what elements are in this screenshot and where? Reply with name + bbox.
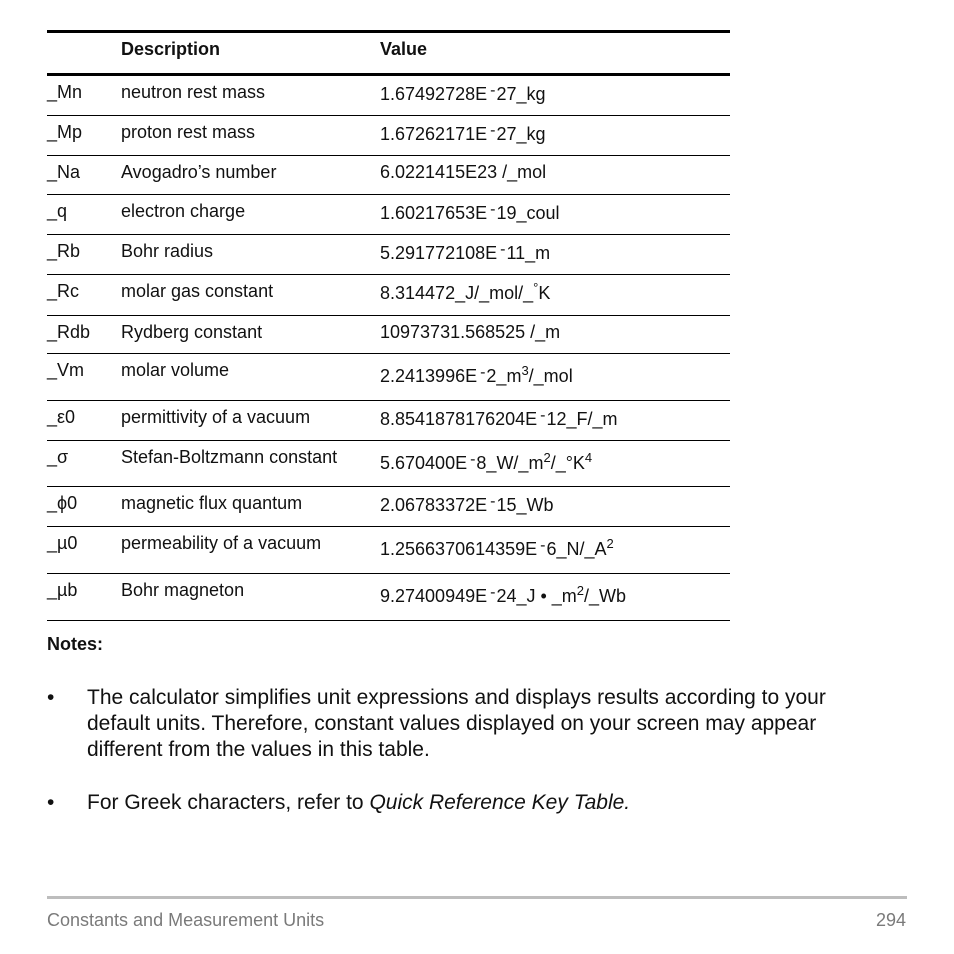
row-description: electron charge — [121, 201, 246, 221]
table-row — [47, 195, 730, 235]
note-item — [47, 685, 877, 763]
table-row — [47, 354, 730, 401]
table-row — [47, 156, 730, 195]
row-value: 8.314472_J/_mol/_°K — [380, 280, 551, 303]
table-row — [47, 441, 730, 487]
table-row — [47, 574, 730, 621]
table-row — [47, 235, 730, 275]
bullet-icon: • — [47, 686, 55, 709]
row-symbol: _Rc — [47, 281, 80, 301]
row-description: magnetic flux quantum — [121, 493, 303, 513]
row-description: Avogadro’s number — [121, 162, 277, 182]
row-symbol: _Mp — [47, 122, 83, 142]
table-row — [47, 275, 730, 316]
row-value: 5.291772108E -11_m — [380, 241, 551, 263]
row-value: 1.60217653E -19_coul — [380, 201, 560, 223]
row-description: molar gas constant — [121, 281, 274, 301]
row-value: 10973731.568525 /_m — [380, 322, 561, 342]
table-row — [47, 76, 730, 116]
row-description: permeability of a vacuum — [121, 533, 322, 553]
row-value: 1.2566370614359E $-6\_N/\_A^2$ — [380, 536, 614, 559]
row-value: 8.8541878176204E -12_F/_m — [380, 407, 618, 429]
quick-reference-link-text: Quick Reference Key Table. — [369, 791, 631, 814]
row-symbol: _µb — [47, 580, 78, 600]
table-row — [47, 487, 730, 527]
row-description: neutron rest mass — [121, 82, 266, 102]
row-value: 5.670400E $-8\_W/\_m^2/\_^\circ K^4$ — [380, 450, 593, 473]
row-symbol: _Rb — [47, 241, 81, 261]
table-row — [47, 401, 730, 441]
constants-table — [47, 30, 730, 621]
table-row — [47, 116, 730, 156]
row-symbol: _µ0 — [47, 533, 78, 553]
row-description: Bohr magneton — [121, 580, 245, 600]
table-row — [47, 316, 730, 354]
row-symbol: _ϕ0 — [47, 493, 78, 513]
row-value: 9.27400949E -24_J • $\_m^2/\_Wb$ — [380, 583, 627, 606]
note-text: For Greek characters, refer to Quick Reference Key Table. — [87, 791, 631, 814]
header-value: Value — [380, 39, 428, 59]
row-symbol: _Rdb — [47, 322, 91, 342]
row-value: 1.67262171E -27_kg — [380, 122, 546, 144]
row-description: molar volume — [121, 360, 230, 380]
row-symbol: _Mn — [47, 82, 83, 102]
bullet-icon: • — [47, 791, 55, 814]
row-description: permittivity of a vacuum — [121, 407, 311, 427]
row-symbol: _Vm — [47, 360, 85, 380]
row-description: Stefan-Boltzmann constant — [121, 447, 338, 467]
row-value: 1.67492728E -27_kg — [380, 82, 546, 104]
row-symbol: _q — [47, 201, 68, 221]
row-description: Rydberg constant — [121, 322, 263, 342]
row-value: 6.0221415E23 /_mol — [380, 162, 547, 182]
table-row — [47, 527, 730, 574]
row-description: Bohr radius — [121, 241, 214, 261]
note-text: The calculator simplifies unit expressions and displays results according to your default units. Therefore, constant values displayed on your screen may appear different from the values in this table. — [87, 686, 826, 761]
row-value: 2.06783372E -15_Wb — [380, 493, 554, 515]
row-value: 2.2413996E $-2\_m^3/\_mol$ — [380, 363, 573, 386]
row-symbol: _ε0 — [47, 407, 76, 427]
note-item — [47, 790, 877, 816]
row-description: proton rest mass — [121, 122, 256, 142]
header-description: Description — [121, 39, 221, 59]
page-number: 294 — [875, 910, 906, 930]
table-header — [47, 30, 730, 76]
notes-title: Notes: — [47, 634, 104, 654]
row-symbol: _σ — [47, 447, 69, 467]
footer-chapter-title: Constants and Measurement Units — [47, 910, 325, 930]
row-symbol: _Na — [47, 162, 81, 182]
footer-divider — [47, 896, 907, 899]
